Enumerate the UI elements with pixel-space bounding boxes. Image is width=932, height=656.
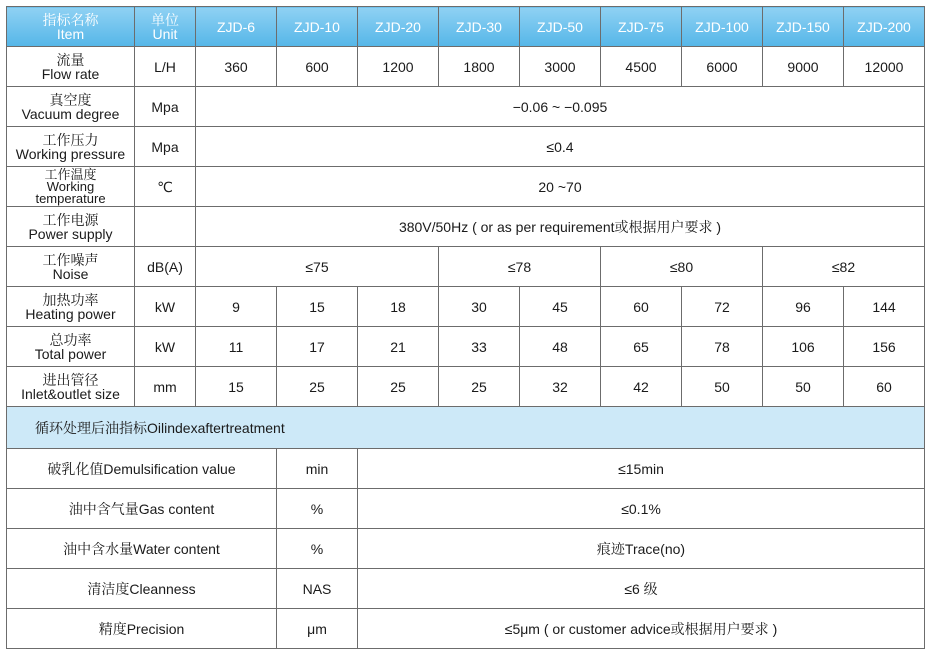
value-cell: 21	[358, 327, 439, 367]
header-model: ZJD-20	[358, 7, 439, 47]
value-cell: 12000	[844, 47, 925, 87]
section-title: 循环处理后油指标Oilindexaftertreatment	[7, 407, 925, 449]
row-inlet-outlet-size	[7, 367, 925, 407]
condition-unit: %	[277, 529, 358, 569]
row-unit: kW	[135, 287, 196, 327]
condition-unit: min	[277, 449, 358, 489]
condition-unit: NAS	[277, 569, 358, 609]
value-cell: 25	[358, 367, 439, 407]
spec-table	[6, 6, 925, 649]
condition-label: 油中含水量Water content	[7, 529, 277, 569]
row-flow-rate	[7, 47, 925, 87]
condition-value: ≤15min	[358, 449, 925, 489]
value-cell: 50	[763, 367, 844, 407]
value-cell: 1200	[358, 47, 439, 87]
header-item: 指标名称 Item	[7, 7, 135, 47]
row-unit: dB(A)	[135, 247, 196, 287]
value-cell: 25	[277, 367, 358, 407]
row-power-supply	[7, 207, 925, 247]
row-demulsification	[7, 449, 925, 489]
row-total-power	[7, 327, 925, 367]
condition-value: ≤6 级	[358, 569, 925, 609]
value-cell: 11	[196, 327, 277, 367]
row-unit: kW	[135, 327, 196, 367]
row-label: 流量 Flow rate	[7, 47, 135, 87]
row-label: 总功率 Total power	[7, 327, 135, 367]
value-cell: 60	[601, 287, 682, 327]
condition-value: 痕迹Trace(no)	[358, 529, 925, 569]
row-water-content	[7, 529, 925, 569]
header-model: ZJD-100	[682, 7, 763, 47]
value-cell: 380V/50Hz ( or as per requirement或根据用户要求 )	[196, 207, 925, 247]
header-model: ZJD-150	[763, 7, 844, 47]
row-label: 进出管径 Inlet&outlet size	[7, 367, 135, 407]
condition-value: ≤5μm ( or customer advice或根据用户要求 )	[358, 609, 925, 649]
row-unit: Mpa	[135, 87, 196, 127]
row-working-pressure	[7, 127, 925, 167]
row-gas-content	[7, 489, 925, 529]
value-cell: 600	[277, 47, 358, 87]
condition-unit: μm	[277, 609, 358, 649]
condition-label: 破乳化值Demulsification value	[7, 449, 277, 489]
row-cleanness	[7, 569, 925, 609]
row-unit: Mpa	[135, 127, 196, 167]
value-cell: ≤82	[763, 247, 925, 287]
header-unit: 单位 Unit	[135, 7, 196, 47]
value-cell: 96	[763, 287, 844, 327]
row-label: 工作噪声 Noise	[7, 247, 135, 287]
value-cell: 72	[682, 287, 763, 327]
value-cell: 33	[439, 327, 520, 367]
value-cell: 360	[196, 47, 277, 87]
row-unit: mm	[135, 367, 196, 407]
value-cell: 25	[439, 367, 520, 407]
value-cell: 65	[601, 327, 682, 367]
value-cell: 9000	[763, 47, 844, 87]
condition-label: 油中含气量Gas content	[7, 489, 277, 529]
value-cell: 32	[520, 367, 601, 407]
value-cell: 15	[196, 367, 277, 407]
condition-value: ≤0.1%	[358, 489, 925, 529]
value-cell: 106	[763, 327, 844, 367]
value-cell: 1800	[439, 47, 520, 87]
value-cell: 20 ~70	[196, 167, 925, 207]
row-unit: ℃	[135, 167, 196, 207]
header-model: ZJD-30	[439, 7, 520, 47]
value-cell: 45	[520, 287, 601, 327]
row-unit	[135, 207, 196, 247]
header-model: ZJD-200	[844, 7, 925, 47]
value-cell: 6000	[682, 47, 763, 87]
row-label: 真空度 Vacuum degree	[7, 87, 135, 127]
section-header-row	[7, 407, 925, 449]
row-precision	[7, 609, 925, 649]
row-label: 工作温度 Working temperature	[7, 167, 135, 207]
value-cell: 15	[277, 287, 358, 327]
value-cell: ≤75	[196, 247, 439, 287]
value-cell: 60	[844, 367, 925, 407]
value-cell: ≤0.4	[196, 127, 925, 167]
value-cell: 42	[601, 367, 682, 407]
value-cell: 9	[196, 287, 277, 327]
row-unit: L/H	[135, 47, 196, 87]
row-noise	[7, 247, 925, 287]
row-label: 加热功率 Heating power	[7, 287, 135, 327]
value-cell: 144	[844, 287, 925, 327]
condition-label: 清洁度Cleanness	[7, 569, 277, 609]
value-cell: 4500	[601, 47, 682, 87]
value-cell: 78	[682, 327, 763, 367]
value-cell: 48	[520, 327, 601, 367]
value-cell: ≤78	[439, 247, 601, 287]
condition-label: 精度Precision	[7, 609, 277, 649]
value-cell: 17	[277, 327, 358, 367]
header-model: ZJD-10	[277, 7, 358, 47]
value-cell: 3000	[520, 47, 601, 87]
value-cell: 30	[439, 287, 520, 327]
header-model: ZJD-50	[520, 7, 601, 47]
header-model: ZJD-75	[601, 7, 682, 47]
value-cell: −0.06 ~ −0.095	[196, 87, 925, 127]
row-label: 工作电源 Power supply	[7, 207, 135, 247]
row-vacuum-degree	[7, 87, 925, 127]
header-row	[7, 7, 925, 47]
value-cell: ≤80	[601, 247, 763, 287]
condition-unit: %	[277, 489, 358, 529]
row-label: 工作压力 Working pressure	[7, 127, 135, 167]
value-cell: 156	[844, 327, 925, 367]
value-cell: 18	[358, 287, 439, 327]
header-model: ZJD-6	[196, 7, 277, 47]
value-cell: 50	[682, 367, 763, 407]
row-working-temperature	[7, 167, 925, 207]
row-heating-power	[7, 287, 925, 327]
